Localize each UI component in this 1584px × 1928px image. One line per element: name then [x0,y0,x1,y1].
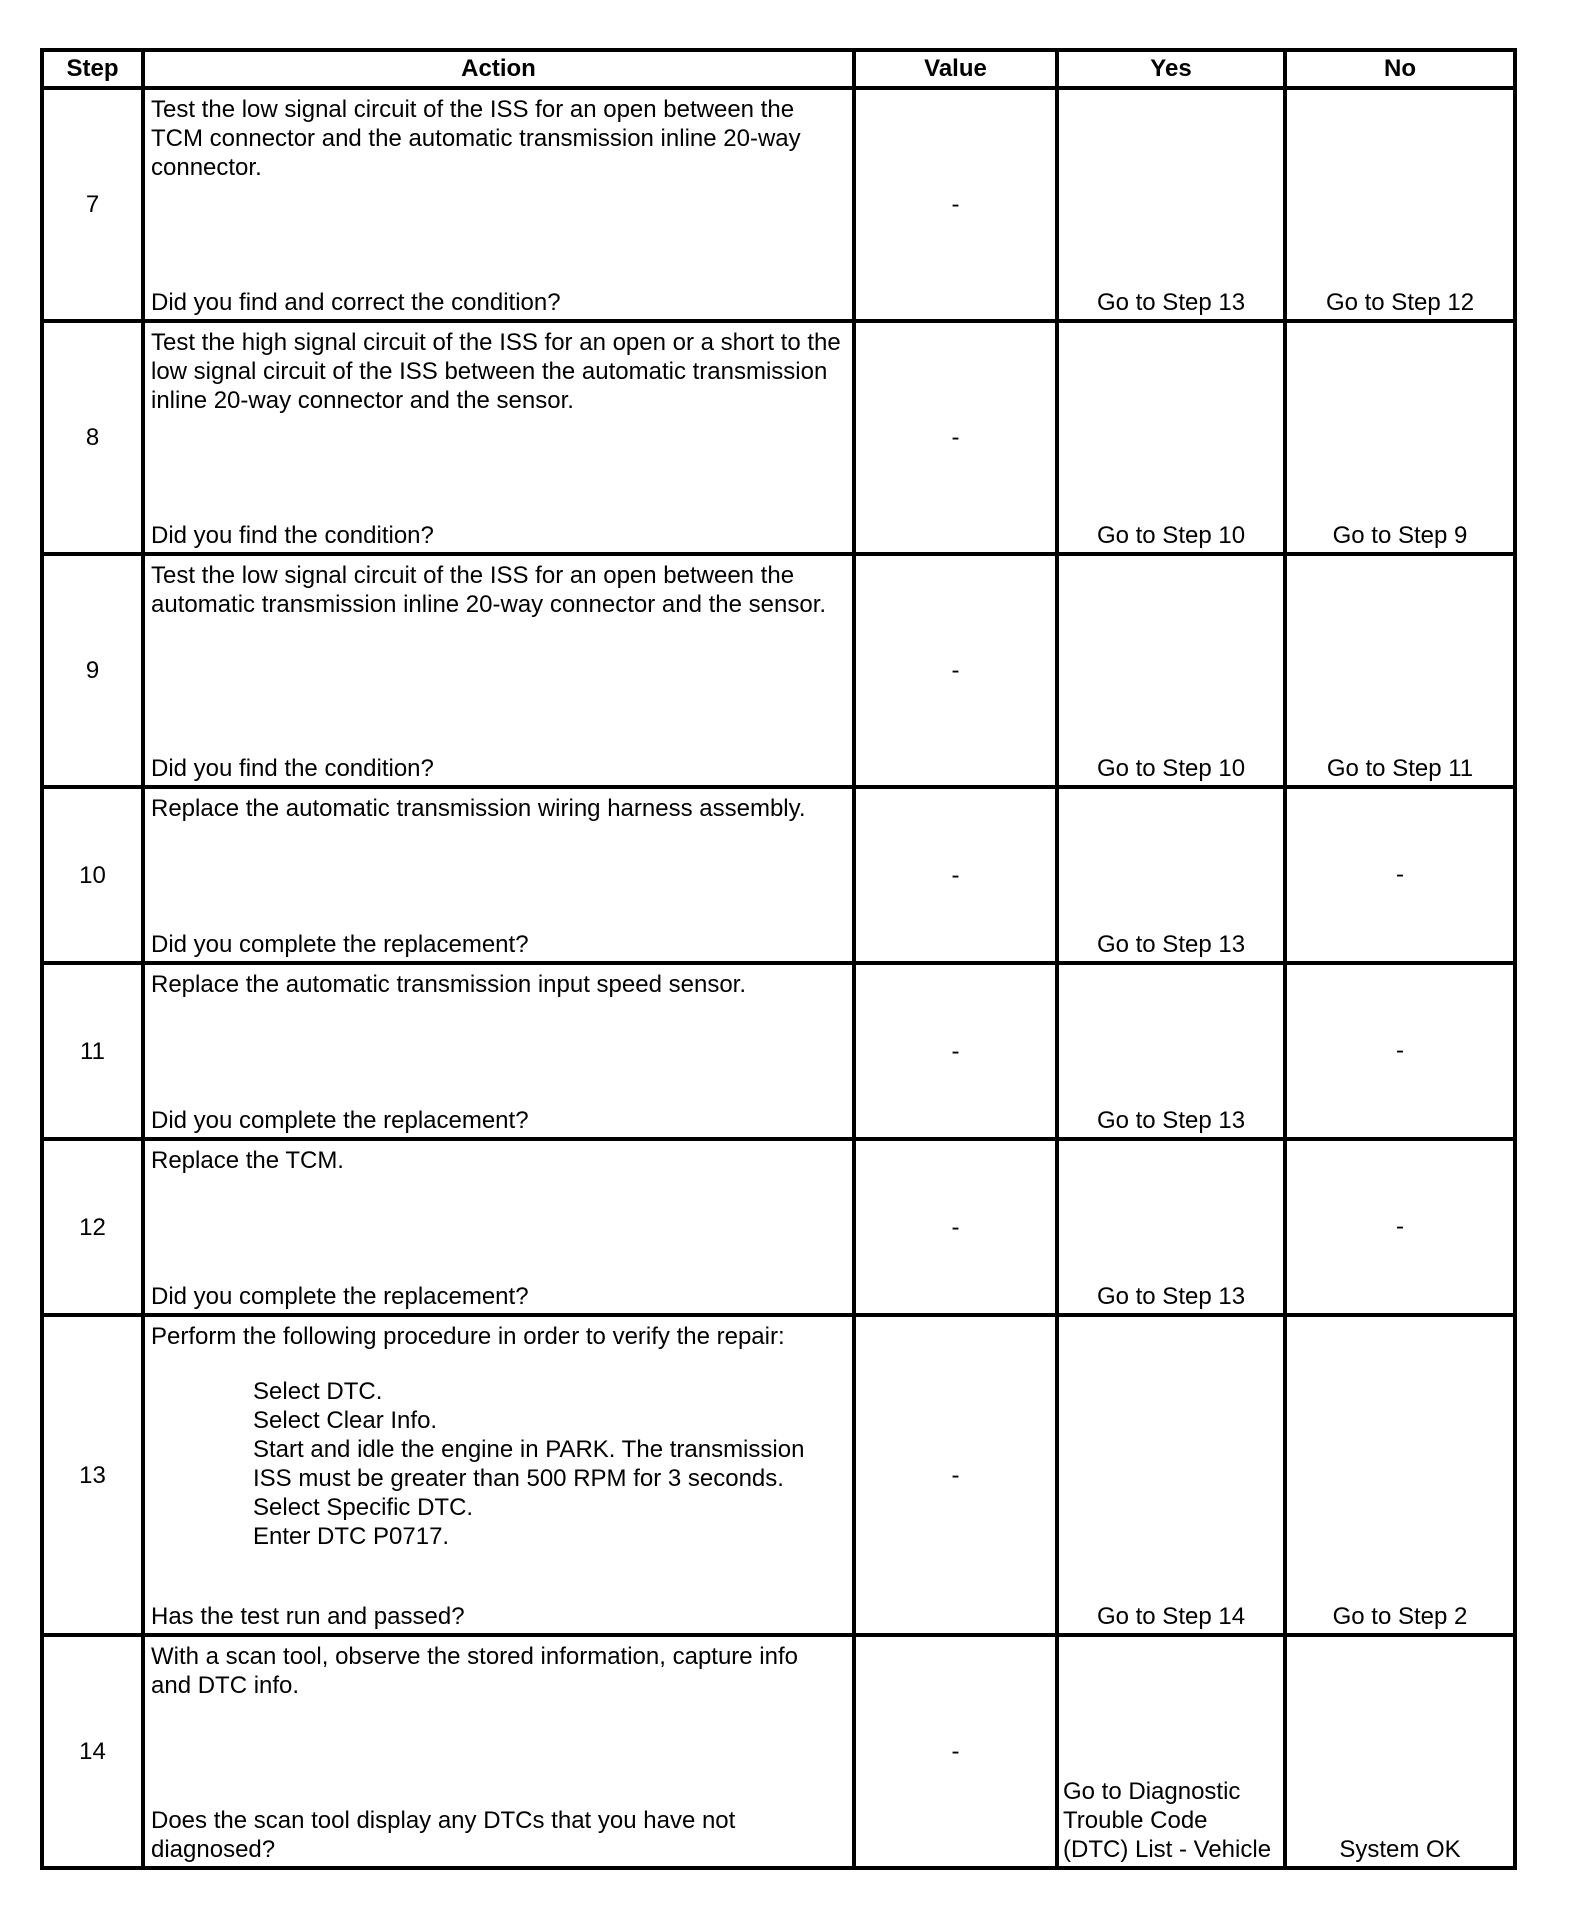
yes-cell [1057,963,1285,1139]
no-cell [1285,1315,1515,1635]
yes-action-link: Go to Step 10 [1096,755,1246,782]
no-action-link: - [1396,1212,1404,1240]
value-cell: - [854,554,1057,787]
yes-action-link: Go to Step 13 [1096,289,1246,316]
action-instruction: Replace the automatic transmission wiring harness assembly. [151,795,806,822]
procedure-substeps [151,1377,844,1551]
header-no: No [1285,50,1515,88]
step-number: 9 [42,554,143,787]
no-cell [1285,554,1515,787]
action-question: Did you complete the replacement? [151,931,529,958]
action-cell [143,321,854,554]
table-row [42,963,1515,1139]
action-cell [143,963,854,1139]
table-row [42,787,1515,963]
action-instruction: Test the low signal circuit of the ISS for an open between the TCM connector and the automatic transmission inline 20-way connector. [151,96,808,181]
header-action: Action [143,50,854,88]
no-cell [1285,1635,1515,1868]
value-cell: - [854,787,1057,963]
action-instruction: Replace the automatic transmission input speed sensor. [151,971,746,998]
header-yes: Yes [1057,50,1285,88]
procedure-substep: Select Clear Info. [253,1407,438,1434]
yes-cell [1057,321,1285,554]
yes-action-link: Go to Step 13 [1096,1107,1246,1134]
procedure-substep: Start and idle the engine in PARK. The transmission ISS must be greater than 500 RPM for 3 seconds. [253,1436,805,1492]
no-cell [1285,787,1515,963]
action-question: Did you complete the replacement? [151,1283,529,1310]
yes-action-link: Go to Step 13 [1096,1283,1246,1310]
header-value: Value [854,50,1057,88]
no-cell [1285,321,1515,554]
header-step: Step [42,50,143,88]
yes-action-link: Go to Step 10 [1096,522,1246,549]
diagnostic-step-table [40,48,1517,1870]
value-cell: - [854,1139,1057,1315]
table-row [42,321,1515,554]
action-cell [143,1315,854,1635]
action-question: Has the test run and passed? [151,1603,465,1630]
value-cell: - [854,963,1057,1139]
step-number: 12 [42,1139,143,1315]
yes-action-link: Go to Step 13 [1096,931,1246,958]
step-number: 8 [42,321,143,554]
yes-cell [1057,554,1285,787]
no-action-link: - [1396,1036,1404,1064]
yes-cell [1057,88,1285,321]
procedure-substep: Select DTC. [253,1378,383,1405]
step-number: 7 [42,88,143,321]
action-cell [143,1635,854,1868]
no-cell [1285,1139,1515,1315]
no-action-link: Go to Step 9 [1332,522,1468,549]
diagnostic-table-container [40,48,1517,1870]
yes-cell [1057,1139,1285,1315]
action-cell [143,88,854,321]
action-cell [143,1139,854,1315]
action-cell [143,787,854,963]
action-instruction: Replace the TCM. [151,1147,344,1174]
no-cell [1285,963,1515,1139]
action-instruction: Test the low signal circuit of the ISS for an open between the automatic transmission inline 20-way connector and the sensor. [151,562,827,618]
action-question: Does the scan tool display any DTCs that you have not diagnosed? [151,1807,736,1863]
yes-cell [1057,1635,1285,1868]
step-number: 10 [42,787,143,963]
action-question: Did you find and correct the condition? [151,289,561,316]
action-question: Did you find the condition? [151,522,434,549]
value-cell: - [854,88,1057,321]
procedure-substep: Enter DTC P0717. [253,1523,450,1550]
action-instruction: Test the high signal circuit of the ISS for an open or a short to the low signal circuit of the ISS between the automatic transmission inline 20-way connector and the sensor. [151,329,848,414]
table-row [42,1635,1515,1868]
value-cell: - [854,1315,1057,1635]
yes-cell [1057,787,1285,963]
no-action-link: Go to Step 12 [1325,289,1475,316]
value-cell: - [854,1635,1057,1868]
action-question: Did you find the condition? [151,755,434,782]
table-row [42,88,1515,321]
step-number: 14 [42,1635,143,1868]
action-cell [143,554,854,787]
yes-cell [1057,1315,1285,1635]
no-action-link: System OK [1339,1836,1461,1863]
step-number: 11 [42,963,143,1139]
value-cell: - [854,321,1057,554]
table-row [42,1139,1515,1315]
table-row [42,554,1515,787]
step-number: 13 [42,1315,143,1635]
no-cell [1285,88,1515,321]
no-action-link: - [1396,860,1404,888]
action-instruction: Perform the following procedure in order to verify the repair: [151,1323,785,1350]
yes-action-link: Go to Diagnostic Trouble Code (DTC) List - Vehicle [1063,1778,1272,1863]
action-question: Did you complete the replacement? [151,1107,529,1134]
table-header-row [42,50,1515,88]
no-action-link: Go to Step 2 [1332,1603,1468,1630]
procedure-substep: Select Specific DTC. [253,1494,474,1521]
no-action-link: Go to Step 11 [1326,755,1474,782]
table-row [42,1315,1515,1635]
yes-action-link: Go to Step 14 [1096,1603,1246,1630]
action-instruction: With a scan tool, observe the stored information, capture info and DTC info. [151,1643,805,1699]
